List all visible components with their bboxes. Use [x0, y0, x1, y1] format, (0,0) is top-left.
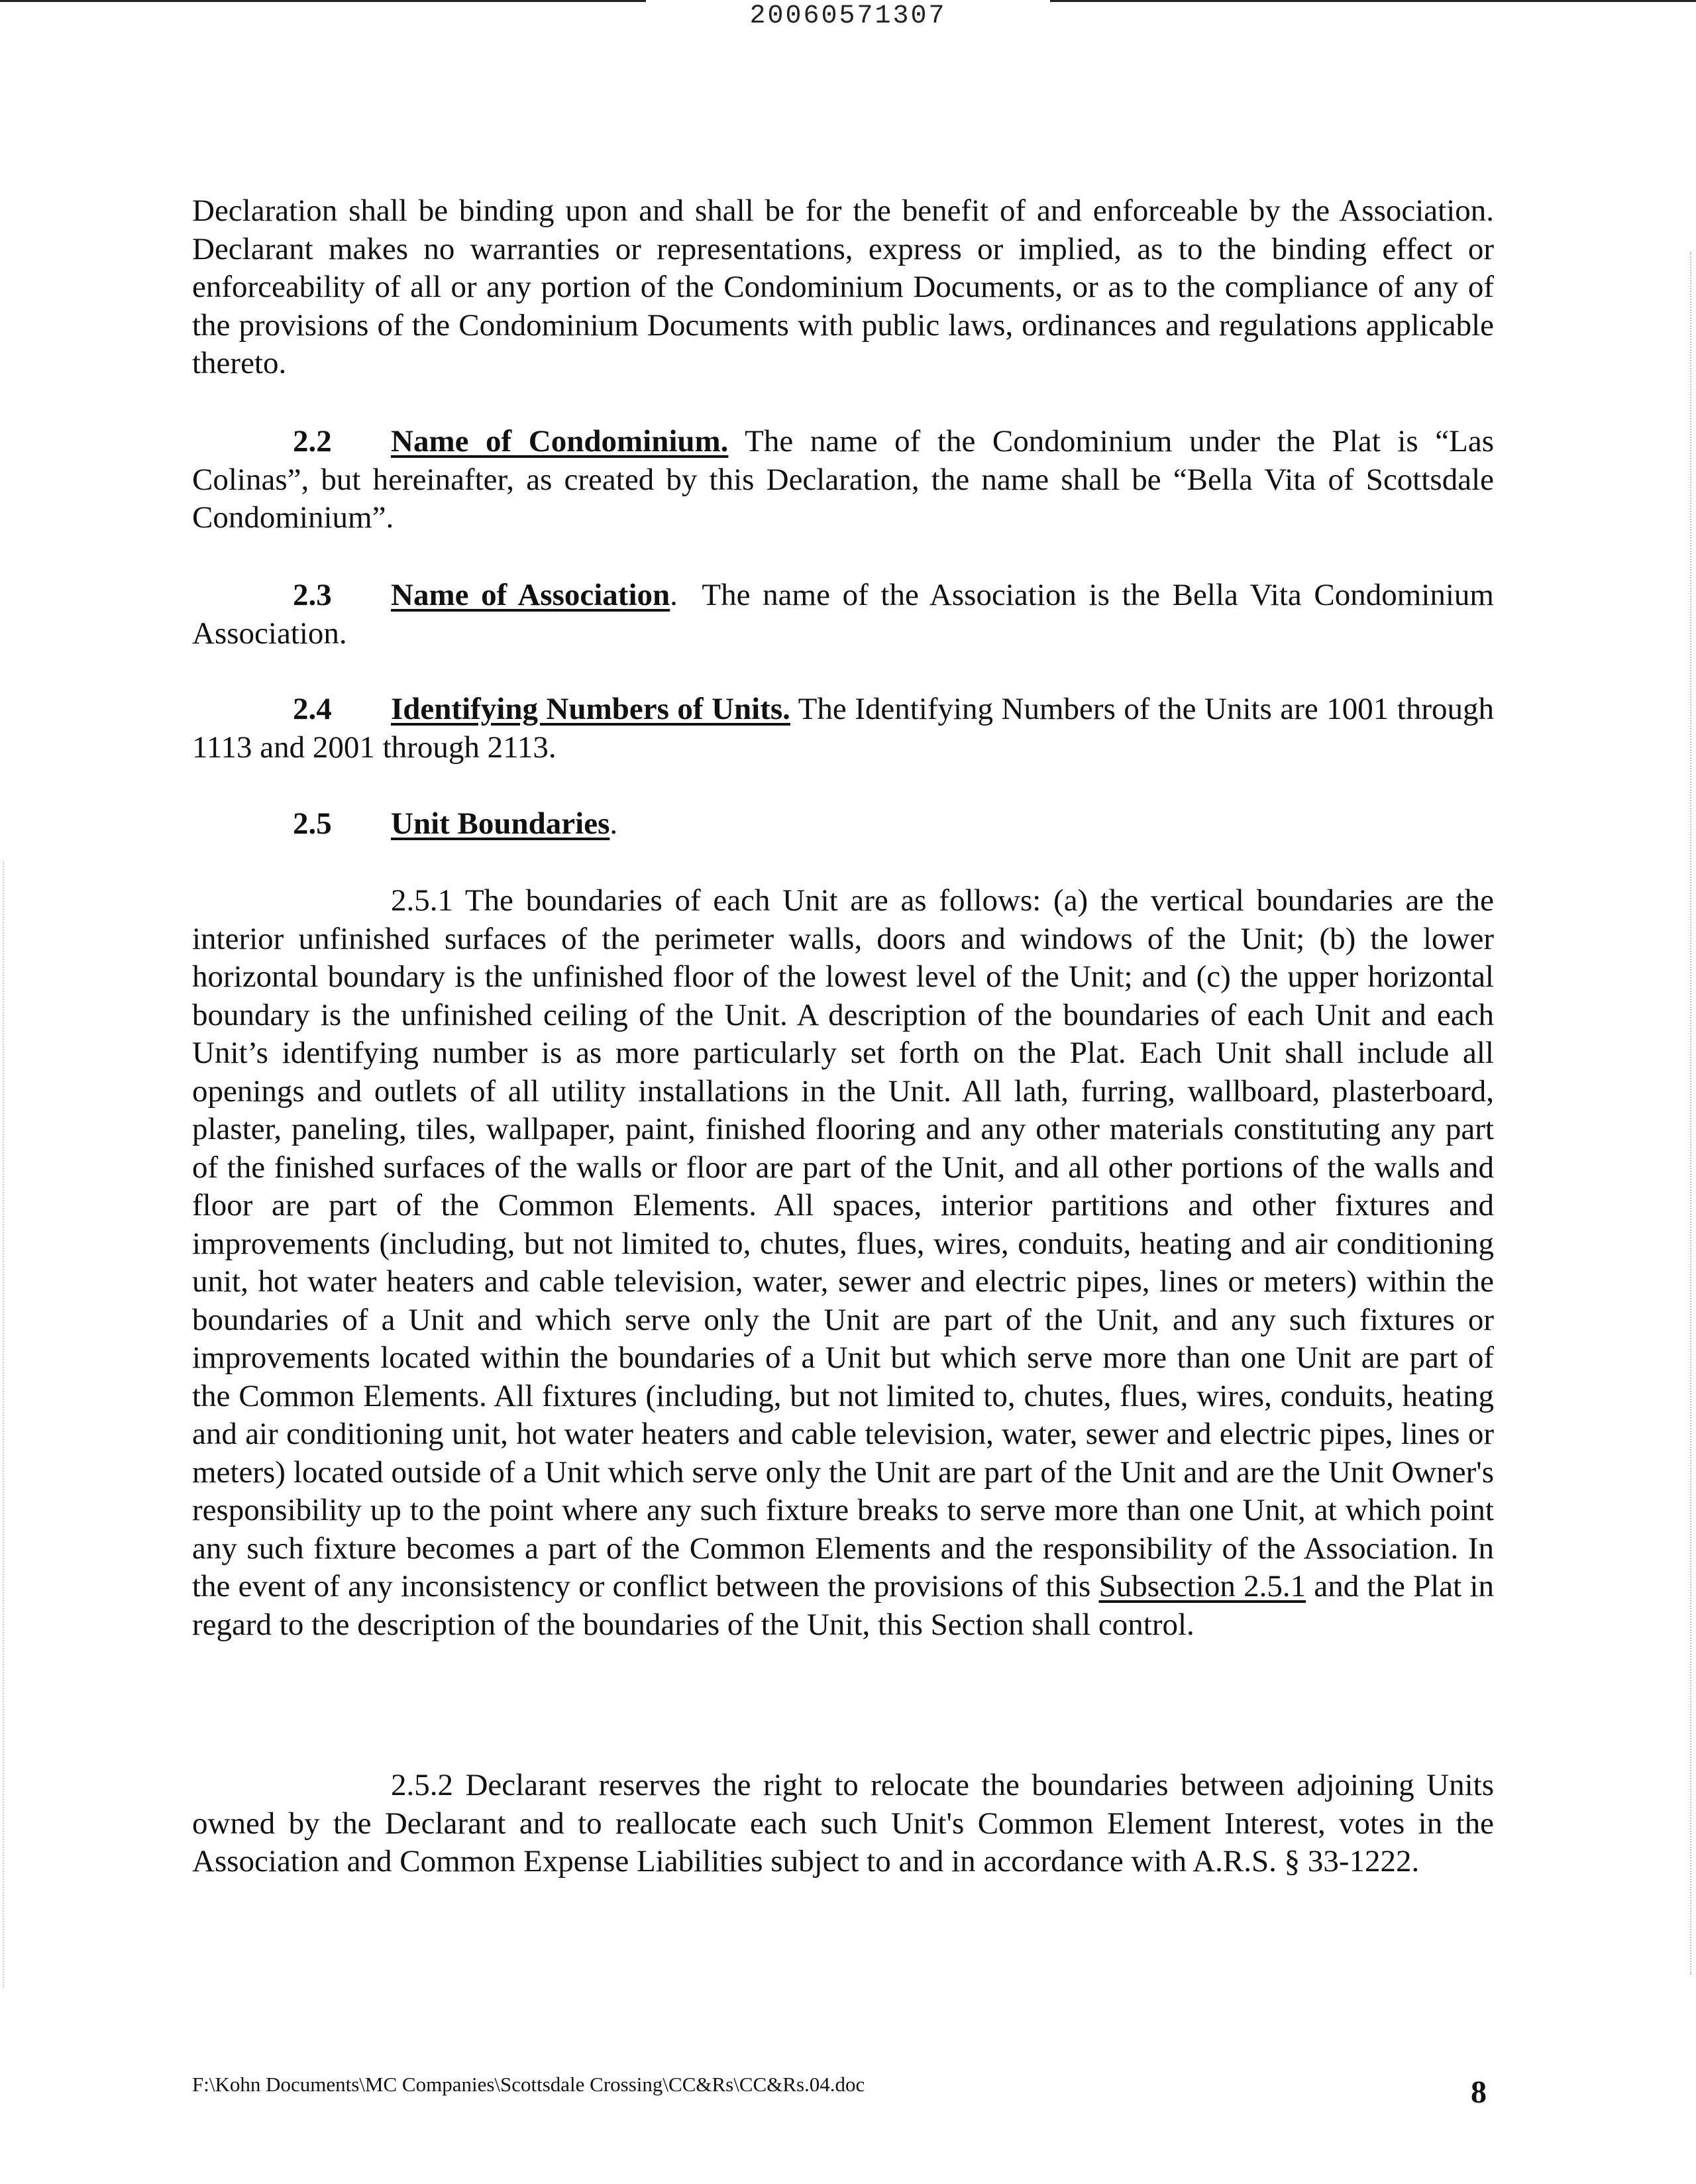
section-2-3-title: Name of Association: [391, 578, 670, 612]
section-2-5-2-text: Declarant reserves the right to relocate the boundaries between adjoining Units owned by the Declarant and to reallocate each such Unit's Common Element Interest, votes in the Association and Common Expense Liabilities subject to and in accordance with A.R.S. § 33-1222.: [192, 1768, 1494, 1879]
section-2-5-2-number: 2.5.2: [391, 1768, 453, 1802]
page-number: 8: [1471, 2075, 1487, 2110]
scan-edge-left: [3, 861, 4, 1988]
section-2-5-1-text-a: The boundaries of each Unit are as follows: (a) the vertical boundaries are the interior unfinished surfaces of the perimeter walls, doors and windows of the Unit; (b) the lower horizontal boundary is the unfinished floor of the lowest level of the Unit; and (c) the upper horizontal boundary is the unfinished ceiling of the Unit. A description of the boundaries of each Unit and each Unit’s identifying number is as more particularly set forth on the Plat. Each Unit shall include all openings and outlets of all utility installations in the Unit. All lath, furring, wallboard, plasterboard, plaster, paneling, tiles, wallpaper, paint, finished flooring and any other materials constituting any part of the finished surfaces of the walls or floor are part of the Unit, and all other portions of the walls and floor are part of the Common Elements. All spaces, interior partitions and other fixtures and improvements (including, but not limited to, chutes, flues, wires, conduits, heating and air conditioning unit, hot water heaters and cable television, water, sewer and electric pipes, lines or meters) within the boundaries of a Unit and which serve only the Unit are part of the Unit, and any such fixtures or improvements located within the boundaries of a Unit but which serve more than one Unit are part of the Common Elements. All fixtures (including, but not limited to, chutes, flues, wires, conduits, heating and air conditioning unit, hot water heaters and cable television, water, sewer and electric pipes, lines or meters) located outside of a Unit which serve only the Unit are part of the Unit and are the Unit Owner's responsibility up to the point where any such fixture breaks to serve more than one Unit, at which point any such fixture becomes a part of the Common Elements and the responsibility of the Association. In the event of any inconsistency or conflict between the provisions of this: [192, 883, 1494, 1604]
section-2-2-title: Name of Condominium.: [391, 424, 729, 459]
section-2-5-1: [192, 882, 1494, 1644]
section-2-4-number: 2.4: [293, 692, 332, 726]
section-2-4: [192, 690, 1494, 767]
scan-edge-right: [1690, 252, 1691, 1975]
section-2-4-text: The Identifying Numbers of the Units are 1001 through 1113 and 2001 through 2113.: [192, 692, 1494, 765]
document-number: 20060571307: [749, 1, 947, 31]
section-2-5-1-text-b: and the Plat in regard to the description of the boundaries of the Unit, this Section shall control.: [192, 1569, 1495, 1642]
section-2-2: [192, 423, 1494, 537]
section-2-3-number: 2.3: [293, 578, 332, 612]
section-2-5-1-number: 2.5.1: [391, 883, 453, 918]
subsection-reference: Subsection 2.5.1: [1098, 1569, 1306, 1604]
section-2-3: 2.3 Name of Association. The name of the Association is the Bella Vita Condominium Association.: [192, 578, 1494, 651]
section-2-5: 2.5 Unit Boundaries.: [192, 805, 1494, 844]
intro-text: Declaration shall be binding upon and shall be for the benefit of and enforceable by the Association. Declarant makes no warranties or representations, express or implied, as to the binding effect or enforceability of all or any portion of the Condominium Documents, or as to the compliance of any of the provisions of the Condominium Documents with public laws, ordinances and regulations applicable thereto.: [192, 193, 1494, 380]
section-2-5-title: Unit Boundaries: [391, 806, 610, 841]
file-path: F:\Kohn Documents\MC Companies\Scottsdale Crossing\CC&Rs\CC&Rs.04.doc: [192, 2073, 865, 2096]
section-2-2-text: The name of the Condominium under the Plat is “Las Colinas”, but hereinafter, as created by this Declaration, the name shall be “Bella Vita of Scottsdale Condominium”.: [192, 424, 1494, 535]
intro-paragraph: [192, 192, 1494, 383]
section-2-5-2: [192, 1767, 1494, 1881]
section-2-4-title: Identifying Numbers of Units.: [391, 692, 790, 726]
section-2-3-text: The name of the Association is the Bella Vita Condominium Association.: [192, 578, 1494, 651]
section-2-2-number: 2.2: [293, 424, 332, 459]
section-2-5-number: 2.5: [293, 806, 332, 841]
